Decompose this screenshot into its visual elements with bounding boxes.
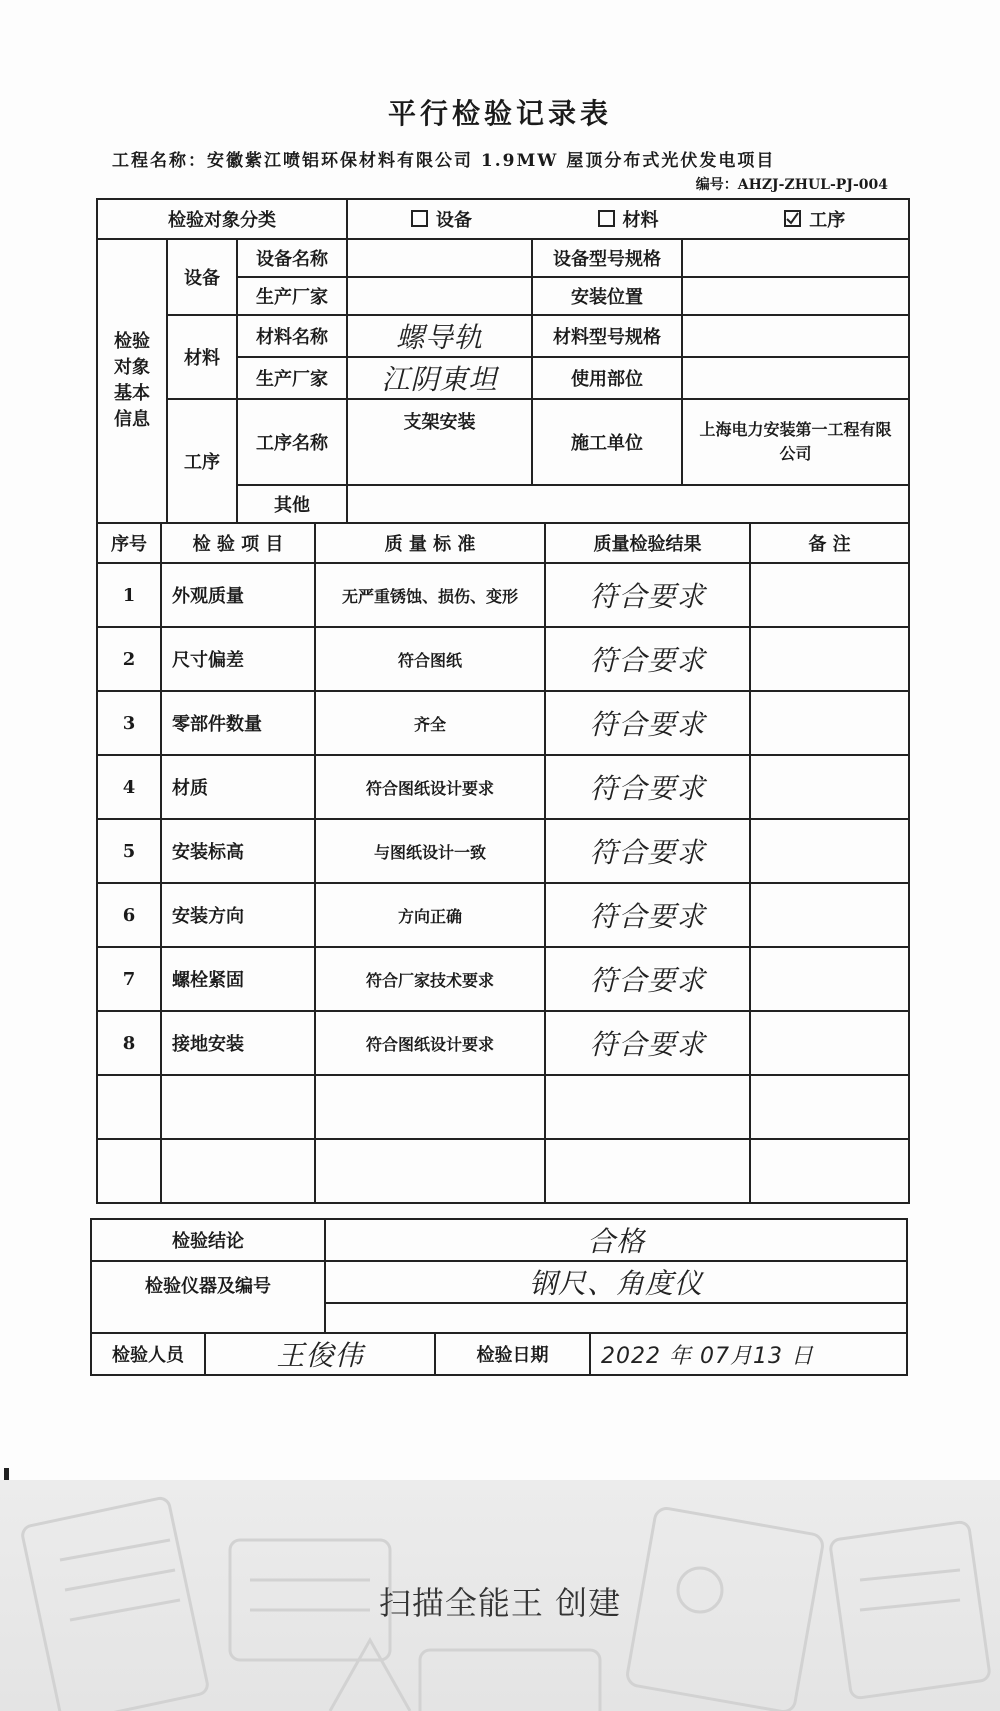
instrument-value: 钢尺、角度仪: [325, 1261, 907, 1303]
object-info-table: [96, 198, 910, 524]
equipment-model-value: [682, 239, 909, 277]
row-result: 符合要求: [545, 691, 750, 755]
equipment-checkbox[interactable]: 设备: [411, 206, 472, 232]
table-row: [97, 627, 909, 691]
category-options: [347, 199, 909, 239]
row-no: 7: [97, 947, 161, 1011]
row-no: 1: [97, 563, 161, 627]
scan-edge-mark: [4, 1468, 9, 1480]
row-result: 符合要求: [545, 627, 750, 691]
process-name-label: 工序名称: [237, 399, 347, 485]
header-result: 质量检验结果: [545, 523, 750, 563]
project-name: 工程名称：安徽紫江喷铝环保材料有限公司 1.9MW 屋顶分布式光伏发电项目: [112, 151, 776, 171]
checkbox-checked-icon: [784, 210, 801, 227]
equipment-name-value: [347, 239, 532, 277]
equipment-maker-label: 生产厂家: [237, 277, 347, 315]
table-row: [97, 755, 909, 819]
use-part-value: [682, 357, 909, 399]
row-standard: 符合图纸: [315, 627, 545, 691]
row-result: 符合要求: [545, 755, 750, 819]
header-remark: 备 注: [750, 523, 909, 563]
material-maker-label: 生产厂家: [237, 357, 347, 399]
table-row: [97, 563, 909, 627]
table-row: [97, 883, 909, 947]
scanner-app-credit: 扫描全能王 创建: [378, 1584, 622, 1622]
row-item: 安装标高: [161, 819, 315, 883]
row-no: 2: [97, 627, 161, 691]
row-no: 8: [97, 1011, 161, 1075]
row-no: 4: [97, 755, 161, 819]
material-model-label: 材料型号规格: [532, 315, 682, 357]
form-title: 平行检验记录表: [387, 97, 612, 130]
row-remark: [750, 883, 909, 947]
row-no: 6: [97, 883, 161, 947]
table-row: [97, 691, 909, 755]
table-row-empty: [97, 1075, 909, 1139]
row-standard: 与图纸设计一致: [315, 819, 545, 883]
row-standard: 齐全: [315, 691, 545, 755]
row-remark: [750, 563, 909, 627]
table-row-empty: [97, 1139, 909, 1203]
row-result: 符合要求: [545, 819, 750, 883]
header-no: 序号: [97, 523, 161, 563]
date-value: 2022 年 07月13 日: [590, 1333, 907, 1375]
row-standard: 方向正确: [315, 883, 545, 947]
inspection-items-table: [96, 522, 910, 1204]
row-item: 螺栓紧固: [161, 947, 315, 1011]
row-remark: [750, 691, 909, 755]
conclusion-label: 检验结论: [91, 1219, 325, 1261]
process-label: 工序: [167, 399, 237, 523]
conclusion-value: 合格: [325, 1219, 907, 1261]
row-remark: [750, 1011, 909, 1075]
table-row: [97, 819, 909, 883]
row-remark: [750, 755, 909, 819]
construction-unit-label: 施工单位: [532, 399, 682, 485]
construction-unit-value: 上海电力安装第一工程有限公司: [682, 399, 909, 485]
section-label: 检验对象基本信息: [97, 239, 167, 523]
checkbox-empty-icon: [411, 210, 428, 227]
row-remark: [750, 819, 909, 883]
category-label: 检验对象分类: [97, 199, 347, 239]
equipment-name-label: 设备名称: [237, 239, 347, 277]
row-item: 安装方向: [161, 883, 315, 947]
material-label: 材料: [167, 315, 237, 399]
install-position-value: [682, 277, 909, 315]
items-header-row: [97, 523, 909, 563]
use-part-label: 使用部位: [532, 357, 682, 399]
row-result: 符合要求: [545, 947, 750, 1011]
row-no: 5: [97, 819, 161, 883]
row-item: 尺寸偏差: [161, 627, 315, 691]
inspector-signature: 王俊伟: [205, 1333, 435, 1375]
row-standard: 无严重锈蚀、损伤、变形: [315, 563, 545, 627]
material-checkbox[interactable]: 材料: [598, 206, 659, 232]
row-item: 材质: [161, 755, 315, 819]
conclusion-table: [90, 1218, 908, 1376]
serial-number: 编号：AHZJ-ZHUL-PJ-004: [695, 177, 888, 193]
row-item: 接地安装: [161, 1011, 315, 1075]
material-maker-value: 江阴東坦: [347, 357, 532, 399]
other-value: [347, 485, 909, 523]
material-model-value: [682, 315, 909, 357]
row-result: 符合要求: [545, 883, 750, 947]
date-label: 检验日期: [435, 1333, 590, 1375]
row-standard: 符合厂家技术要求: [315, 947, 545, 1011]
scanner-watermark-footer: [0, 1480, 1000, 1711]
table-row: [97, 947, 909, 1011]
instrument-label: 检验仪器及编号: [91, 1261, 325, 1333]
equipment-label: 设备: [167, 239, 237, 315]
equipment-maker-value: [347, 277, 532, 315]
row-standard: 符合图纸设计要求: [315, 755, 545, 819]
process-name-value: 支架安装: [347, 399, 532, 485]
other-label: 其他: [237, 485, 347, 523]
material-name-value: 螺导轨: [347, 315, 532, 357]
row-result: 符合要求: [545, 1011, 750, 1075]
header-item: 检 验 项 目: [161, 523, 315, 563]
material-name-label: 材料名称: [237, 315, 347, 357]
row-result: 符合要求: [545, 563, 750, 627]
process-checkbox[interactable]: 工序: [784, 206, 845, 232]
header-standard: 质 量 标 准: [315, 523, 545, 563]
install-position-label: 安装位置: [532, 277, 682, 315]
inspector-label: 检验人员: [91, 1333, 205, 1375]
checkbox-empty-icon: [598, 210, 615, 227]
row-remark: [750, 627, 909, 691]
row-item: 外观质量: [161, 563, 315, 627]
row-no: 3: [97, 691, 161, 755]
equipment-model-label: 设备型号规格: [532, 239, 682, 277]
row-standard: 符合图纸设计要求: [315, 1011, 545, 1075]
table-row: [97, 1011, 909, 1075]
row-item: 零部件数量: [161, 691, 315, 755]
row-remark: [750, 947, 909, 1011]
